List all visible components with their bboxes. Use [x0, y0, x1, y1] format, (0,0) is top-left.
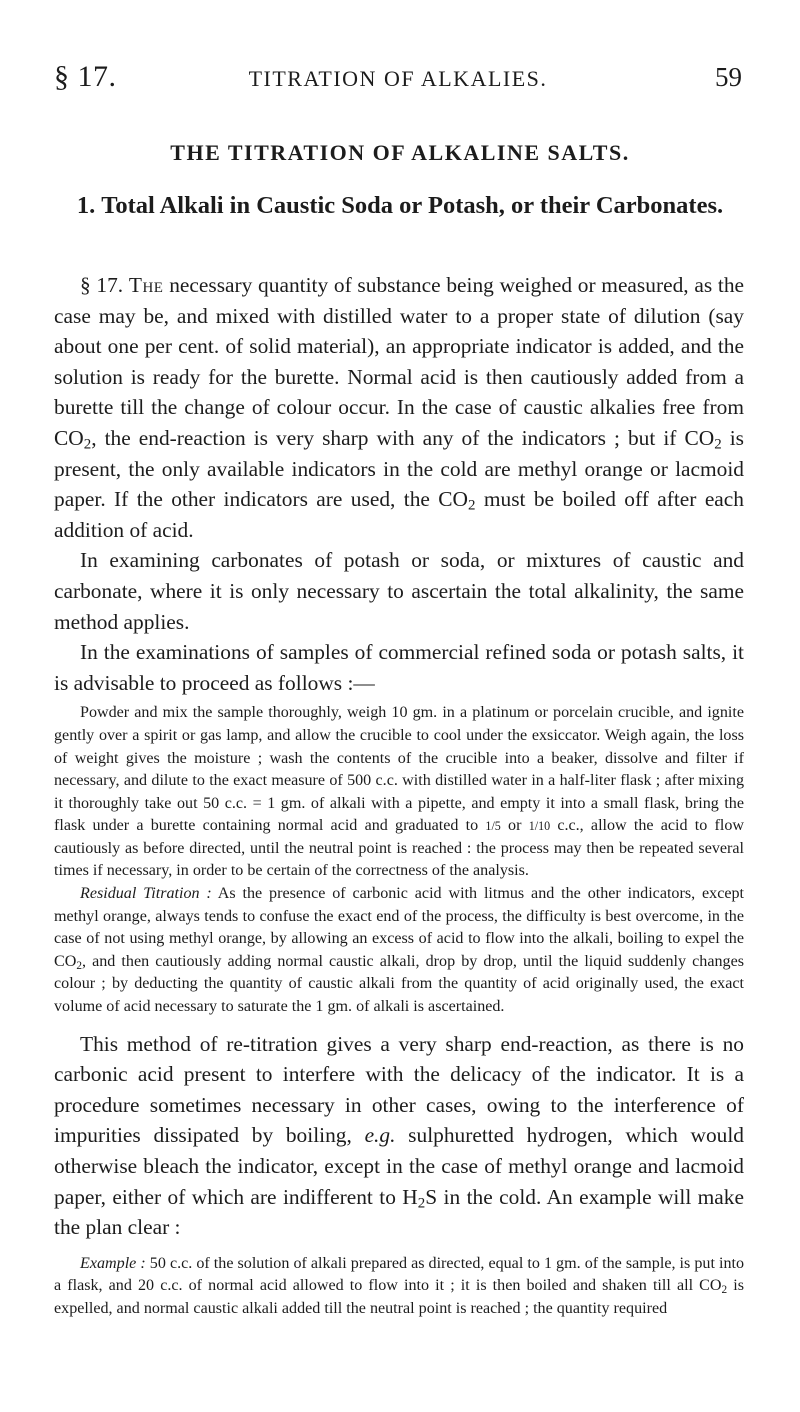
sub-heading-number: 1. — [76, 192, 96, 219]
procedure-paragraph: Powder and mix the sample thoroughly, weigh 10 gm. in a platinum or porcelain crucible, and ignite gently over a spirit or gas lamp, and allow the crucible to cool under the exsiccator. Weigh again, the loss of weight gives the moisture ; wash the contents of the crucible into a beaker, dissolve and filter if necessary, and dilute to the exact measure of 500 c.c. with distilled water in a half-liter flask ; after mixing it thoroughly take out 50 c.c. = 1 gm. of alkali with a pipette, and empty it into a small flask, bring the flask under a burette containing normal acid and graduated to 1/5 or 1/10 c.c., allow the acid to flow cautiously as before directed, until the neutral point is reached : the process may then be repeated several times if necessary, in order to be certain of the correctness of the analysis. — [54, 704, 745, 880]
main-heading: THE TITRATION OF ALKALINE SALTS. — [170, 140, 630, 165]
fraction-fifth: 1/5 — [485, 819, 501, 834]
example-label: Example : — [80, 1254, 146, 1272]
fraction-tenth: 1/10 — [528, 819, 551, 834]
sub-heading-text: Total Alkali in Caustic Soda or Potash, or their Carbonates. — [101, 192, 724, 219]
header-section-mark: § 17. — [54, 60, 117, 93]
residual-titration-label: Residual Titration : — [80, 885, 212, 903]
section-mark: § 17. — [80, 273, 124, 297]
paragraph-retitration: This method of re-titration gives a very sharp end-reaction, as there is no carbonic acid present to interfere with the delicacy of the indicator. It is a procedure sometimes necessary in other cases, owing to the interference of impurities dissipated by boiling, e.g. sulphuretted hydrogen, which would otherwise bleach the indicator, except in the case of methyl orange and lacmoid paper, either of which are indifferent to $H_2S$ in the cold. An example will make the plan clear : — [54, 1031, 744, 1240]
page-number: 59 — [715, 62, 742, 92]
running-header — [54, 60, 742, 100]
paragraph-carbonates: In examining carbonates of potash or soda, or mixtures of caustic and carbonate, where it is only necessary to ascertain the total alkalinity, the same method applies. — [54, 548, 744, 634]
paragraph-intro: § 17. The necessary quantity of substance being weighed or measured, as the case may be, and mixed with distilled water to a proper state of dilution (say about one per cent. of solid material), an appropriate indicator is added, and the solution is ready for the burette. Normal acid is then cautiously added from a burette till the change of colour occur. In the case of caustic alkalies free from $CO_2$, the end-reaction is very sharp with any of the indicators ; but if $CO_2$ is present, the only available indicators in the cold are methyl orange or lacmoid paper. If the other indicators are used, the $CO_2$ must be boiled off after each addition of acid. — [54, 273, 745, 542]
residual-titration-paragraph: Residual Titration : As the presence of carbonic acid with litmus and the other indicators, except methyl orange, always tends to confuse the exact end of the process, the difficulty is best overcome, in the case of not using methyl orange, by allowing an excess of acid to flow into the alkali, boiling to expel the $CO_2$, and then cautiously adding normal caustic alkali, drop by drop, until the liquid suddenly changes colour ; by deducting the quantity of caustic alkali from the quantity of acid originally used, the exact volume of acid necessary to saturate the 1 gm. of alkali is ascertained. — [54, 885, 744, 1016]
paragraph-commercial-samples: In the examinations of samples of commercial refined soda or potash salts, it is advisable to proceed as follows :— — [54, 640, 744, 695]
header-title: TITRATION OF ALKALIES. — [248, 66, 548, 91]
page-body — [54, 270, 744, 1321]
paragraph-lead-word: The — [128, 273, 164, 297]
sub-heading — [60, 190, 740, 222]
example-paragraph: Example : 50 c.c. of the solution of alkali prepared as directed, equal to 1 gm. of the sample, is put into a flask, and 20 c.c. of normal acid allowed to flow into it ; it is then boiled and shaken till all $CO_2$ is expelled, and normal caustic alkali added till the neutral point is reached ; the quantity required — [54, 1254, 745, 1317]
